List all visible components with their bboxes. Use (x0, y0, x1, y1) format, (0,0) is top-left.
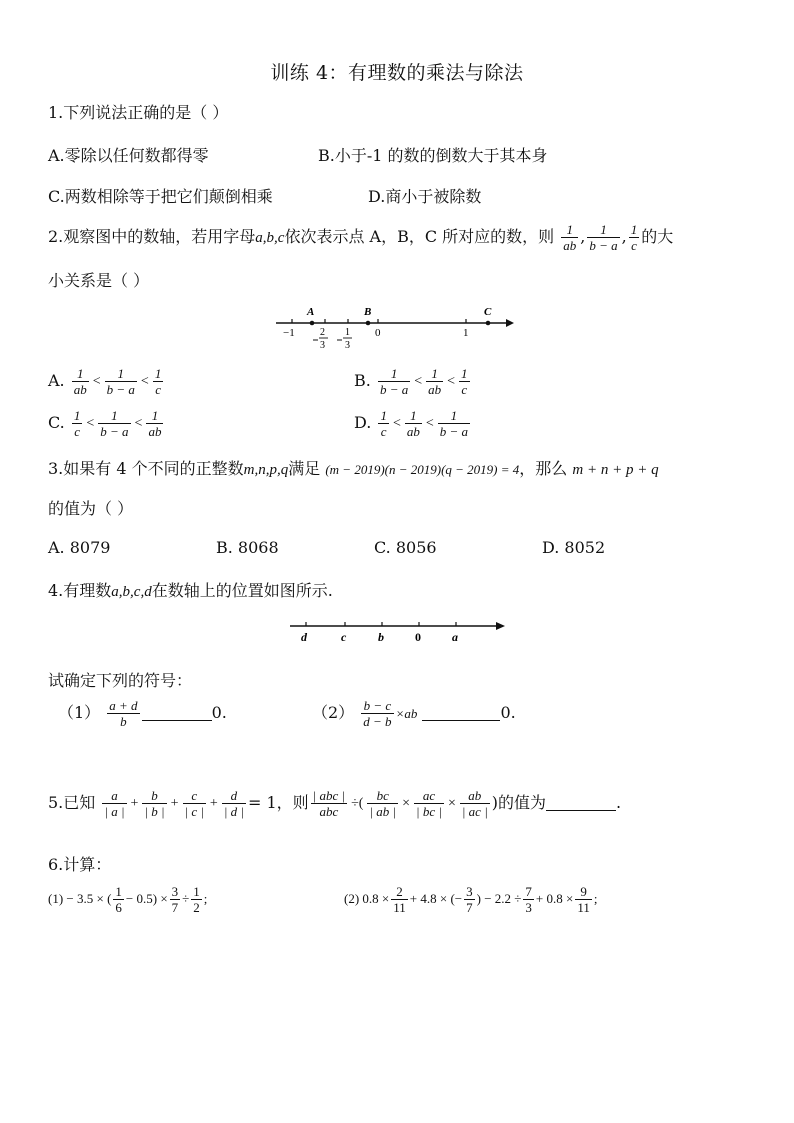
q2-stem-c: 的大 (641, 227, 674, 246)
axis-point-a-label: A (307, 306, 315, 318)
axis-point-c-label: C (484, 306, 492, 318)
q6-part-2: (2) 0.8 × $\frac{2}{11}$ + 4.8 × (− $\frac{3}{7}$ ) − 2.2 ÷ $\frac{7}{3}$ + 0.8 × $\frac{9}{11}$ ; (344, 884, 598, 915)
q6-part-1: (1) − 3.5 × ( $\frac{1}{6}$ − 0.5) × $\frac{3}{7}$ ÷ $\frac{1}{2}$ ; (48, 884, 208, 915)
q1-stem: 1.下列说法正确的是（ ） (48, 103, 229, 122)
q3-equation: (m − 2019)(n − 2019)(q − 2019) = 4 (325, 462, 520, 477)
q3-stem: 3.如果有 4 个不同的正整数m,n,p,q满足 (m − 2019)(n − 2019)(q − 2019) = 4，那么 m + n + p + q (48, 459, 659, 478)
axis-label-b: b (378, 630, 384, 644)
q4-part-1: （1） $\frac{a + d}{b}$ 0. (58, 698, 227, 729)
q5-blank[interactable] (546, 796, 616, 811)
q2-stem-a: 2.观察图中的数轴，若用字母 (48, 227, 256, 246)
q1-option-b: B.小于-1 的数的倒数大于其本身 (318, 146, 548, 165)
q2-stem-b: 依次表示点 A，B，C 所对应的数，则 (284, 227, 555, 246)
axis-frac-1-num: 1 (345, 327, 350, 338)
q2-option-a: A. $\frac{1}{ab}$ < $\frac{1}{b - a}$ < $\frac{1}{c}$ (48, 366, 162, 397)
q2-frac-1-b-minus-a: $\frac{1}{b - a}$ (589, 222, 618, 253)
q3-option-d: D. 8052 (542, 538, 606, 557)
q4-stem: 4.有理数a,b,c,d在数轴上的位置如图所示. (48, 581, 333, 600)
axis-label-0: 0 (415, 630, 421, 644)
axis-point-b-label: B (364, 306, 372, 318)
q3-option-b: B. 8068 (216, 538, 279, 557)
q2-stem: 2.观察图中的数轴，若用字母a,b,c依次表示点 A，B，C 所对应的数，则 $\frac{1}{ab}$ , $\frac{1}{b - a}$ , $\frac{1}{c}$ 的大 (48, 222, 674, 253)
axis-tick-0: 0 (375, 327, 381, 339)
q4-number-line (284, 614, 512, 648)
q2-option-c: C. $\frac{1}{c}$ < $\frac{1}{b - a}$ < $\frac{1}{ab}$ (48, 408, 162, 439)
axis-tick-1: 1 (463, 327, 469, 339)
q3-stem-line2: 的值为（ ） (48, 499, 134, 518)
q3-sum: m + n + p + q (572, 462, 659, 478)
q4-part-2: （2） $\frac{b - c}{d - b}$ ×ab 0. (312, 698, 516, 729)
axis-label-c: c (341, 630, 347, 644)
q3-option-a: A. 8079 (48, 538, 111, 557)
q4-part2-blank[interactable] (422, 706, 500, 721)
q2-stem-line2: 小关系是（ ） (48, 271, 150, 290)
q1-option-a: A.零除以任何数都得零 (48, 146, 209, 165)
axis-frac-2-den: 3 (320, 340, 325, 351)
axis-label-a: a (452, 630, 458, 644)
q2-frac-1-ab: $\frac{1}{ab}$ (563, 222, 577, 253)
q2-option-b: B. $\frac{1}{b - a}$ < $\frac{1}{ab}$ < $\frac{1}{c}$ (354, 366, 468, 397)
q2-letters: a,b,c (255, 230, 285, 246)
q4-instruction: 试确定下列的符号： (48, 671, 193, 690)
q3-vars: m,n,p,q (243, 462, 289, 478)
q6-stem: 6.计算： (48, 855, 112, 874)
q4-letters: a,b,c,d (111, 584, 152, 600)
page-title: 训练 4：有理数的乘法与除法 (270, 62, 524, 84)
q1-option-d: D.商小于被除数 (368, 187, 482, 206)
q4-part1-blank[interactable] (142, 706, 212, 721)
q5-stem: 5.已知 $\frac{a}{| a |}$ + $\frac{b}{| b |}$ + $\frac{c}{| c |}$ + $\frac{d}{| d |}$ = 1，则 $\frac{\text{| abc |}}{\text{abc}}$ ÷( $\frac{bc}{| ab |}$ × $\frac{ac}{| bc |}$ × $\frac{ab}{| ac |}$ )的值为 . (48, 788, 622, 819)
q2-frac-1-c: $\frac{1}{c}$ (630, 222, 638, 253)
q1-option-c: C.两数相除等于把它们颠倒相乘 (48, 187, 273, 206)
q2-number-line (270, 302, 520, 358)
axis-frac-2-num: 2 (320, 327, 325, 338)
q2-option-d: D. $\frac{1}{c}$ < $\frac{1}{ab}$ < $\frac{1}{b - a}$ (354, 408, 469, 439)
axis-label-d: d (301, 630, 307, 644)
axis-tick-neg-1: −1 (283, 327, 295, 339)
axis-frac-1-den: 3 (345, 340, 350, 351)
q3-option-c: C. 8056 (374, 538, 437, 557)
